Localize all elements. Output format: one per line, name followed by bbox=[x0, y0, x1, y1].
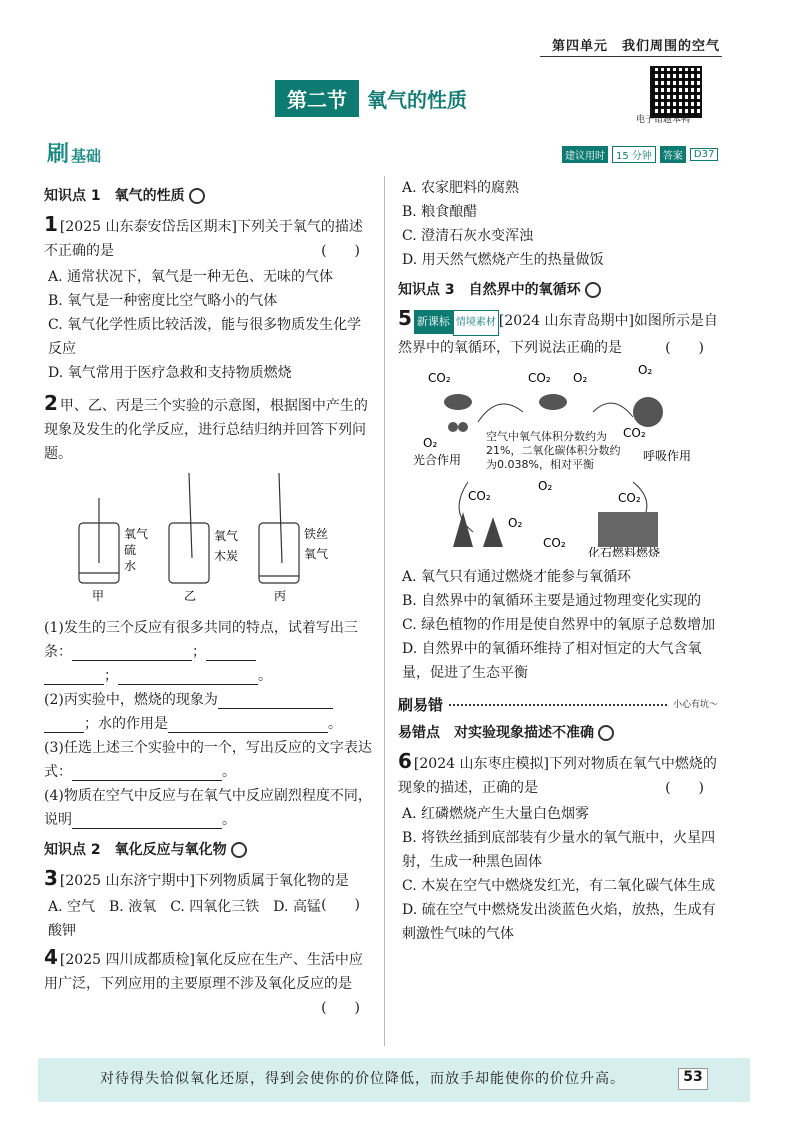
experiment-figure bbox=[44, 468, 374, 608]
qr-label: 电子错题本鸭 bbox=[636, 115, 691, 125]
target-icon bbox=[598, 725, 614, 741]
error-point: 易错点 对实验现象描述不准确 bbox=[398, 721, 718, 745]
qr-code-icon[interactable] bbox=[650, 66, 702, 118]
section-name: 氧气的性质 bbox=[367, 87, 467, 112]
brush-sub: 基础 bbox=[71, 147, 102, 165]
label-sulfur: 硫 bbox=[124, 543, 137, 557]
svg-text:O₂: O₂ bbox=[573, 371, 588, 385]
leaf-icon bbox=[444, 394, 472, 410]
blank[interactable] bbox=[206, 644, 256, 661]
brush-basic-heading bbox=[47, 137, 101, 168]
label-o2-bing: 氧气 bbox=[304, 547, 329, 561]
q6-option-c: C. 木炭在空气中燃烧发红光，有二氧化碳气体生成 bbox=[402, 878, 716, 894]
svg-text:O₂: O₂ bbox=[638, 363, 653, 377]
q2-part2-cont: ；水的作用是 。 bbox=[44, 712, 374, 736]
time-info bbox=[562, 146, 718, 163]
question-3: 3 [2025 山东济宁期中]下列物质属于氧化物的是 ( ) bbox=[44, 866, 360, 913]
q6-option-d: D. 硫在空气中燃烧发出淡蓝色火焰，放热，生成有刺激性气味的气体 bbox=[402, 902, 716, 942]
blank[interactable] bbox=[168, 716, 328, 733]
label-o2-jia: 氧气 bbox=[124, 527, 149, 541]
q5-option-d: D. 自然界中的氧循环维持了相对恒定的大气含氧量，促进了生态平衡 bbox=[402, 641, 702, 681]
q5-option-a: A. 氧气只有通过燃烧才能参与氧循环 bbox=[402, 569, 632, 585]
label-water: 水 bbox=[124, 559, 137, 573]
footer-quote: 对待得失恰似氧化还原，得到会使你的价位降低，而放手却能使你的价位升高。 bbox=[100, 1071, 625, 1087]
respiration-label: 呼吸作用 bbox=[643, 449, 692, 463]
q2-part3: (3)任选上述三个实验中的一个，写出反应的文字表达式： 。 bbox=[44, 740, 372, 780]
label-o2-yi: 氧气 bbox=[214, 529, 239, 543]
blank[interactable] bbox=[44, 716, 84, 733]
arrow bbox=[593, 403, 633, 417]
q2-part4: (4)物质在空气中反应与在氧气中反应剧烈程度不同，说明 。 bbox=[44, 788, 372, 828]
q4-option-c: C. 澄清石灰水变浑浊 bbox=[402, 228, 534, 244]
time-value: 15 分钟 bbox=[612, 146, 656, 163]
q4-option-b: B. 粮食酿醋 bbox=[402, 204, 478, 220]
target-icon bbox=[231, 842, 247, 858]
center-note: 空气中氧气体积分数约为21%，二氧化碳体积分数约为0.038%，相对平衡 bbox=[486, 430, 621, 471]
blank[interactable] bbox=[72, 812, 222, 829]
svg-text:CO₂: CO₂ bbox=[428, 371, 451, 385]
blank[interactable] bbox=[218, 692, 333, 709]
label-carbon: 木炭 bbox=[214, 549, 239, 563]
answer-label: 答案 bbox=[660, 146, 686, 163]
blank[interactable] bbox=[72, 644, 192, 661]
target-icon bbox=[189, 188, 205, 204]
q1-option-b: B. 氧气是一种密度比空气略小的气体 bbox=[48, 293, 278, 309]
section-title bbox=[275, 82, 467, 114]
right-column bbox=[398, 176, 718, 946]
q4-option-d: D. 用天然气燃烧产生的热量做饭 bbox=[402, 252, 604, 268]
unit-title: 第四单元 我们周围的空气 bbox=[551, 39, 720, 54]
oxygen-cycle-figure bbox=[398, 362, 718, 557]
section-number: 第二节 bbox=[275, 80, 359, 117]
q3-options: A. 空气 B. 液氧 C. 四氧化三铁 D. 高锰酸钾 bbox=[48, 899, 321, 939]
svg-text:CO₂: CO₂ bbox=[528, 371, 551, 385]
left-column bbox=[44, 180, 374, 1020]
q5-option-c: C. 绿色植物的作用是使自然界中的氧原子总数增加 bbox=[402, 617, 716, 633]
blank[interactable] bbox=[118, 668, 258, 685]
question-2: 2 甲、乙、丙是三个实验的示意图，根据图中产生的现象及发生的化学反应，进行总结归纳并回答下列问题。 bbox=[44, 391, 368, 462]
page-number: 53 bbox=[678, 1068, 708, 1090]
question-6: 6 [2024 山东枣庄模拟]下列对物质在氧气中燃烧的现象的描述，正确的是 ( ) bbox=[398, 749, 717, 796]
svg-text:CO₂: CO₂ bbox=[623, 426, 646, 440]
q6-option-a: A. 红磷燃烧产生大量白色烟雾 bbox=[402, 806, 590, 822]
svg-text:CO₂: CO₂ bbox=[618, 491, 641, 505]
knowledge-point-2: 知识点 2 氧化反应与氧化物 bbox=[44, 838, 374, 862]
svg-text:O₂: O₂ bbox=[423, 436, 438, 450]
wire-bing bbox=[279, 473, 282, 563]
target-icon bbox=[585, 282, 601, 298]
q6-option-b: B. 将铁丝插到底部装有少量水的氧气瓶中，火星四射，生成一种黑色固体 bbox=[402, 830, 716, 870]
label-bing: 丙 bbox=[274, 589, 287, 603]
error-heading: 刷易错 小心有坑～ bbox=[398, 696, 718, 714]
q5-option-b: B. 自然界中的氧循环主要是通过物理变化实现的 bbox=[402, 593, 702, 609]
q1-option-d: D. 氧气常用于医疗急救和支持物质燃烧 bbox=[48, 365, 292, 381]
question-4: 4 [2025 四川成都质检]氧化反应在生产、生活中应用广泛，下列应用的主要原理不涉及氧化反应的是 ( ) bbox=[44, 945, 363, 1016]
q2-part1: (1)发生的三个反应有很多共同的特点，试着写出三条： ； bbox=[44, 620, 358, 660]
photosynthesis-label: 光合作用 bbox=[413, 453, 462, 467]
blank[interactable] bbox=[44, 668, 104, 685]
time-label: 建议用时 bbox=[562, 146, 608, 163]
jar-yi bbox=[169, 523, 209, 583]
q1-option-c: C. 氧气化学性质比较活泼，能与很多物质发生化学反应 bbox=[48, 317, 362, 357]
column-divider bbox=[384, 176, 385, 1046]
answer-value: D37 bbox=[690, 148, 718, 161]
svg-text:CO₂: CO₂ bbox=[543, 536, 566, 550]
svg-text:O₂: O₂ bbox=[508, 516, 523, 530]
question-5: 5 新课标 情境素材 [2024 山东青岛期中]如图所示是自然界中的氧循环，下列说法正确的是 ( ) bbox=[398, 306, 718, 356]
label-iron-wire: 铁丝 bbox=[304, 527, 329, 541]
label-jia: 甲 bbox=[92, 589, 105, 603]
svg-text:CO₂: CO₂ bbox=[468, 489, 491, 503]
brush-label: 刷 bbox=[47, 142, 70, 167]
q4-option-a: A. 农家肥料的腐熟 bbox=[402, 180, 520, 196]
question-1: 1 [2025 山东泰安岱岳区期末]下列关于氧气的描述不正确的是 ( ) bbox=[44, 212, 363, 259]
blank[interactable] bbox=[72, 764, 222, 781]
fossil-label: 化石燃料燃烧 bbox=[588, 546, 661, 557]
trees-icon bbox=[453, 512, 503, 547]
q2-part2: (2)丙实验中，燃烧的现象为 bbox=[44, 688, 374, 712]
header-rule bbox=[540, 56, 722, 57]
arrow bbox=[478, 404, 523, 422]
svg-text:O₂: O₂ bbox=[538, 479, 553, 493]
person-icon bbox=[633, 397, 663, 427]
q1-option-a: A. 通常状况下，氧气是一种无色、无味的气体 bbox=[48, 269, 334, 285]
tongs-yi bbox=[189, 473, 192, 558]
q2-part1-cont: ； 。 bbox=[44, 664, 374, 688]
label-yi: 乙 bbox=[184, 589, 197, 603]
factory-icon bbox=[598, 512, 658, 547]
jar-bing bbox=[259, 523, 299, 583]
knowledge-point-3: 知识点 3 自然界中的氧循环 bbox=[398, 278, 718, 302]
knowledge-point-1: 知识点 1 氧气的性质 bbox=[44, 184, 374, 208]
